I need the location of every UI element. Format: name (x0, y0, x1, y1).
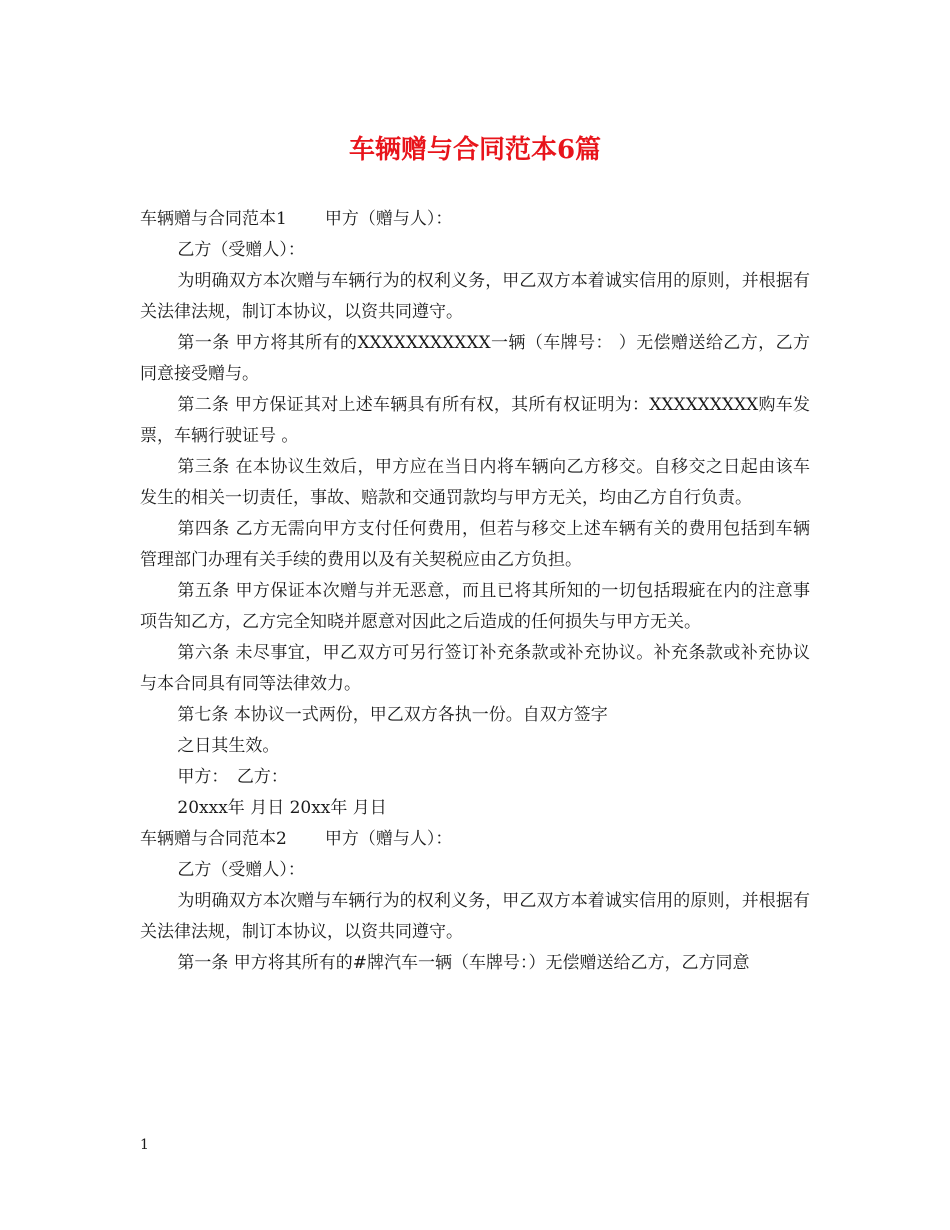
section1-article-7: 第七条 本协议一式两份，甲乙双方各执一份。自双方签字 (177, 705, 608, 725)
section1-article-6: 第六条 未尽事宜，甲乙双方可另行签订补充条款或补充协议。补充条款或补充协议与本合同具有同等法律效力。 (140, 643, 810, 694)
section1-article-7-continued: 之日其生效。 (177, 736, 280, 756)
document-title: 车辆赠与合同范本6篇 (348, 135, 602, 165)
section1-party-b: 乙方（受赠人）： (177, 240, 305, 260)
section2-intro: 为明确双方本次赠与车辆行为的权利义务，甲乙双方本着诚实信用的原则，并根据有关法律法规，制订本协议，以资共同遵守。 (140, 891, 810, 942)
section1-article-4: 第四条 乙方无需向甲方支付任何费用，但若与移交上述车辆有关的费用包括到车辆管理部门办理有关手续的费用以及有关契税应由乙方负担。 (140, 519, 810, 570)
section2-article-1: 第一条 甲方将其所有的#牌汽车一辆（车牌号：）无偿赠送给乙方，乙方同意 (177, 953, 750, 973)
section1-heading: 车辆赠与合同范本1 (140, 209, 287, 229)
section1-article-1: 第一条 甲方将其所有的XXXXXXXXXXX一辆（车牌号： ）无偿赠送给乙方，乙方同意接受赠与。 (140, 333, 810, 384)
section1-intro: 为明确双方本次赠与车辆行为的权利义务，甲乙双方本着诚实信用的原则，并根据有关法律法规，制订本协议，以资共同遵守。 (140, 271, 810, 322)
section1-article-2: 第二条 甲方保证其对上述车辆具有所有权，其所有权证明为：XXXXXXXXX购车发票，车辆行驶证号 。 (140, 395, 810, 446)
section2-heading-line (140, 824, 810, 855)
document-body (140, 204, 810, 979)
section2-party-a: 甲方（赠与人）： (324, 829, 453, 849)
section1-signature: 甲方： 乙方： (177, 767, 288, 787)
section2-party-b: 乙方（受赠人）： (177, 860, 305, 880)
section1-article-3: 第三条 在本协议生效后，甲方应在当日内将车辆向乙方移交。自移交之日起由该车发生的相关一切责任，事故、赔款和交通罚款均与甲方无关，均由乙方自行负责。 (140, 457, 810, 508)
section1-heading-line (140, 204, 810, 235)
section1-date: 20xxx年 月日 20xx年 月日 (177, 798, 387, 818)
section1-party-a: 甲方（赠与人）： (324, 209, 453, 229)
section1-article-5: 第五条 甲方保证本次赠与并无恶意，而且已将其所知的一切包括瑕疵在内的注意事项告知乙方，乙方完全知晓并愿意对因此之后造成的任何损失与甲方无关。 (140, 581, 810, 632)
page-number: 1 (140, 1137, 149, 1153)
section2-heading: 车辆赠与合同范本2 (140, 829, 287, 849)
